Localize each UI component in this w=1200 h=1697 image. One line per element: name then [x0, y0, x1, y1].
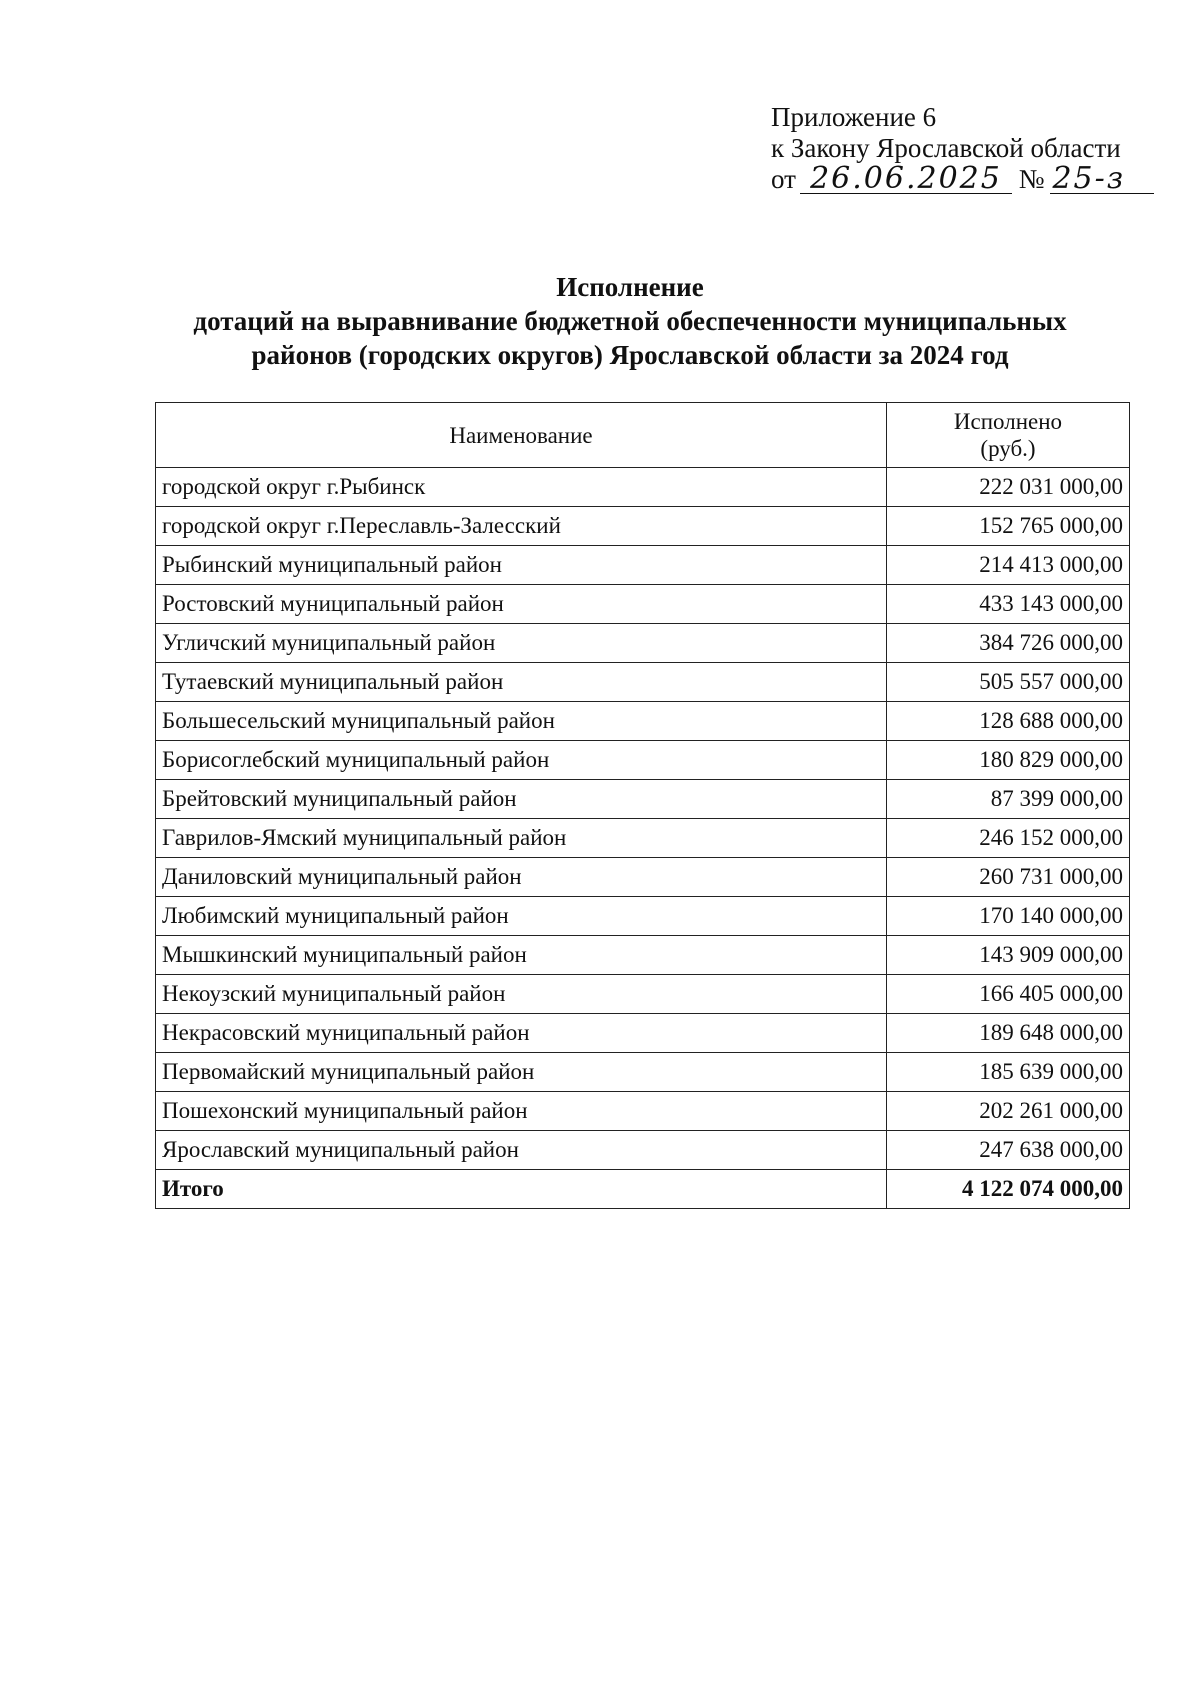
row-value: 152 765 000,00 — [887, 507, 1130, 546]
row-value: 166 405 000,00 — [887, 975, 1130, 1014]
header-value — [887, 403, 1130, 468]
table-header-row — [156, 403, 1130, 468]
row-value: 143 909 000,00 — [887, 936, 1130, 975]
handwritten-date: 26.06.2025 — [800, 165, 1012, 194]
row-name: Некоузский муниципальный район — [156, 975, 887, 1014]
row-value: 202 261 000,00 — [887, 1092, 1130, 1131]
table-row — [156, 468, 1130, 507]
handwritten-number: 25-з — [1050, 165, 1154, 194]
appendix-block — [771, 102, 1154, 195]
from-label: от — [771, 164, 796, 194]
table-row — [156, 663, 1130, 702]
table-row — [156, 507, 1130, 546]
header-value-line2: (руб.) — [980, 436, 1036, 461]
appendix-number: Приложение 6 — [771, 102, 937, 132]
table-row — [156, 702, 1130, 741]
table-total-row — [156, 1170, 1130, 1209]
row-value: 189 648 000,00 — [887, 1014, 1130, 1053]
table-row — [156, 624, 1130, 663]
row-name: Мышкинский муниципальный район — [156, 936, 887, 975]
table-row — [156, 1053, 1130, 1092]
table-row — [156, 585, 1130, 624]
row-value: 433 143 000,00 — [887, 585, 1130, 624]
table-row — [156, 1014, 1130, 1053]
row-name: Угличский муниципальный район — [156, 624, 887, 663]
table-row — [156, 546, 1130, 585]
row-name: Пошехонский муниципальный район — [156, 1092, 887, 1131]
row-value: 222 031 000,00 — [887, 468, 1130, 507]
total-label: Итого — [156, 1170, 887, 1209]
table-row — [156, 819, 1130, 858]
row-value: 260 731 000,00 — [887, 858, 1130, 897]
appendix-date-line — [771, 161, 1154, 196]
document-title — [150, 270, 1110, 372]
table-row — [156, 741, 1130, 780]
row-name: Рыбинский муниципальный район — [156, 546, 887, 585]
table-row — [156, 897, 1130, 936]
header-value-line1: Исполнено — [953, 409, 1063, 434]
title-line-1: Исполнение — [556, 272, 704, 302]
table-row — [156, 858, 1130, 897]
table-row — [156, 780, 1130, 819]
row-name: городской округ г.Рыбинск — [156, 468, 887, 507]
table-body — [156, 468, 1130, 1170]
row-value: 87 399 000,00 — [887, 780, 1130, 819]
row-name: Большесельский муниципальный район — [156, 702, 887, 741]
row-value: 246 152 000,00 — [887, 819, 1130, 858]
table-row — [156, 1131, 1130, 1170]
row-name: Гаврилов-Ямский муниципальный район — [156, 819, 887, 858]
row-name: Первомайский муниципальный район — [156, 1053, 887, 1092]
row-name: городской округ г.Переславль-Залесский — [156, 507, 887, 546]
table-row — [156, 975, 1130, 1014]
table-row — [156, 1092, 1130, 1131]
row-name: Некрасовский муниципальный район — [156, 1014, 887, 1053]
row-name: Тутаевский муниципальный район — [156, 663, 887, 702]
row-value: 170 140 000,00 — [887, 897, 1130, 936]
row-name: Даниловский муниципальный район — [156, 858, 887, 897]
row-value: 384 726 000,00 — [887, 624, 1130, 663]
row-value: 180 829 000,00 — [887, 741, 1130, 780]
subsidy-table — [155, 402, 1130, 1209]
row-name: Борисоглебский муниципальный район — [156, 741, 887, 780]
appendix-law-reference: к Закону Ярославской области — [771, 133, 1121, 163]
title-line-3: районов (городских округов) Ярославской области за 2024 год — [251, 340, 1009, 370]
row-value: 247 638 000,00 — [887, 1131, 1130, 1170]
title-line-2: дотаций на выравнивание бюджетной обеспеченности муниципальных — [193, 306, 1067, 336]
table-row — [156, 936, 1130, 975]
row-name: Брейтовский муниципальный район — [156, 780, 887, 819]
header-name: Наименование — [156, 403, 887, 468]
number-label: № — [1018, 164, 1045, 194]
total-value: 4 122 074 000,00 — [887, 1170, 1130, 1209]
row-value: 214 413 000,00 — [887, 546, 1130, 585]
row-value: 128 688 000,00 — [887, 702, 1130, 741]
row-name: Ростовский муниципальный район — [156, 585, 887, 624]
row-value: 185 639 000,00 — [887, 1053, 1130, 1092]
row-value: 505 557 000,00 — [887, 663, 1130, 702]
row-name: Любимский муниципальный район — [156, 897, 887, 936]
row-name: Ярославский муниципальный район — [156, 1131, 887, 1170]
